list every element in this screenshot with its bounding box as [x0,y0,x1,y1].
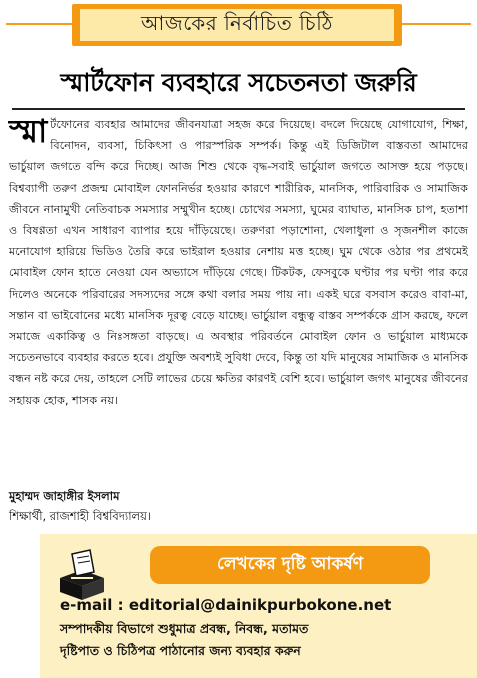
headline-rule [12,108,465,110]
promo-line-2: দৃষ্টিপাত ও চিঠিপত্র পাঠানোর জন্য ব্যবহার করুন [60,643,301,658]
article-headline: স্মার্টফোন ব্যবহারে সচেতনতা জরুরি [60,68,417,97]
promo-title: লেখকের দৃষ্টি আকর্ষণ [216,554,363,574]
promo-title-badge [150,546,430,584]
section-banner-inner [80,9,394,41]
promo-text [60,618,460,662]
section-title: আজকের নির্বাচিত চিঠি [140,10,333,35]
article-dropcap: স্মা [9,112,48,150]
article-body [9,114,468,411]
article-text: র্টফোনের ব্যবহার আমাদের জীবনযাত্রা সহজ করে দিয়েছে। বদলে দিয়েছে যোগাযোগ, শিক্ষা, বিনোদন, ব্যবসা, চিকিৎসা ও পারস্পরিক সম্পর্ক। কিন্তু এই ডিজিটাল বাস্তবতা আমাদের ভার্চুয়াল জগতে বন্দি করে দিচ্ছে। আজ শিশু থেকে বৃদ্ধ-সবাই ভার্চুয়াল জগতে আসক্ত হয়ে পড়ছে। বিশ্বব্যাপী তরুণ প্রজন্ম মোবাইল ফোননির্ভর হওয়ার কারণে শারীরিক, মানসিক, পারিবারিক ও সামাজিক জীবনে নানামুখী নেতিবাচক সমস্যার সম্মুখীন হচ্ছে। চোখের সমস্যা, ঘুমের ব্যাঘাত, মানসিক চাপ, হতাশা ও বিষণ্ণতা এখন সাধারণ ব্যাপার হয়ে দাঁড়িয়েছে। তরুণরা পড়াশোনা, খেলাধুলা ও সৃজনশীল কাজে মনোযোগ হারিয়ে ভিডিও তৈরি করে ভাইরাল হওয়ার নেশায় মত্ত হচ্ছে। ঘুম থেকে ওঠার পর প্রথমেই মোবাইল ফোন হাতে নেওয়া যেন অভ্যাসে দাঁড়িয়ে গেছে। টিকটক, ফেসবুকে ঘণ্টার পর ঘণ্টা পার করে দিলেও অনেকে পরিবারের সদস্যদের সঙ্গে কথা বলার সময় পায় না। একই ঘরে বসবাস করেও বাবা-মা, সন্তান বা ভাইবোনের মধ্যে মানসিক দূরত্ব বেড়ে যাচ্ছে। ভার্চুয়াল বন্ধুত্ব বাস্তব সম্পর্ককে গ্রাস করছে, ফলে সমাজে একাকিত্ব ও নিঃসঙ্গতা বাড়ছে। এ অবস্থার পরিবর্তনে মোবাইল ফোন ও ভার্চুয়াল মাধ্যমকে সচেতনভাবে ব্যবহার করতে হবে। প্রযুক্তি অবশ্যই সুবিধা দেবে, কিন্তু তা যদি মানুষের সামাজিক ও মানসিক বন্ধন নষ্ট করে দেয়, তাহলে সেটি লাভের চেয়ে ক্ষতির কারণই বেশি হবে। ভার্চুয়াল জগৎ মানুষের জীবনের সহায়ক হোক, শাসক নয়। [9,118,468,407]
section-banner [72,4,402,46]
author-affiliation: শিক্ষার্থী, রাজশাহী বিশ্ববিদ্যালয়। [9,509,151,523]
promo-line-1: সম্পাদকীয় বিভাগে শুধুমাত্র প্রবন্ধ, নিবন্ধ, মতামত [60,621,309,636]
ballot-box-icon [52,548,112,600]
author-name: মুহাম্মদ জাহাঙ্গীর ইসলাম [9,489,120,503]
editorial-email[interactable]: e-mail : editorial@dainikpurbokone.net [60,596,392,614]
